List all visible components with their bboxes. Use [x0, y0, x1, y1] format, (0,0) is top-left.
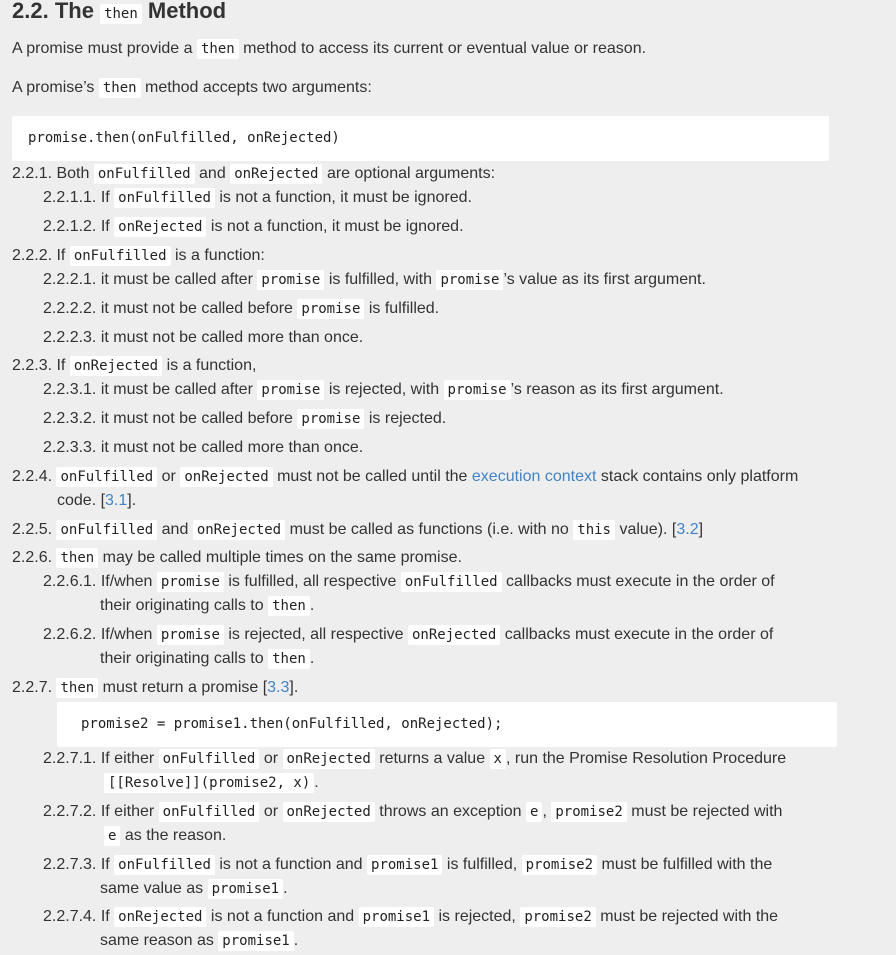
inline-code: then	[56, 678, 98, 698]
text: is fulfilled,	[446, 856, 518, 873]
text: stack contains only platform	[600, 468, 799, 485]
heading-number: 2.2.	[12, 0, 49, 23]
text: are optional arguments:	[326, 165, 496, 182]
list-item-2-2-3-3	[43, 436, 363, 460]
inline-code: then	[56, 548, 98, 568]
text: is fulfilled, all respective	[228, 573, 397, 590]
text: 2.2.7.4.	[43, 908, 97, 925]
text: If	[100, 189, 110, 206]
inline-code: onRejected	[114, 217, 206, 237]
code-block-promise2: promise2 = promise1.then(onFulfilled, onRejected);	[57, 702, 837, 747]
inline-code: promise	[257, 270, 324, 290]
inline-code: promise	[157, 625, 224, 645]
list-item-2-2-2-3	[43, 326, 363, 350]
list-item-2-2-6-1-cont	[100, 594, 314, 618]
list-item-2-2-7-3-cont	[100, 877, 288, 901]
inline-code: e	[526, 802, 542, 822]
inline-code: promise1	[367, 855, 442, 875]
inline-code: onFulfilled	[114, 188, 215, 208]
inline-code: promise2	[520, 907, 595, 927]
text: 2.2.4.	[12, 468, 53, 485]
list-item-2-2-1	[12, 162, 495, 186]
text: their originating calls to	[100, 597, 264, 614]
list-item-2-2-2	[12, 244, 265, 268]
text: is rejected, with	[328, 381, 440, 398]
inline-code: onFulfilled	[159, 749, 260, 769]
inline-code: then	[268, 596, 310, 616]
ref-3-2-link[interactable]: 3.2	[676, 521, 699, 538]
paragraph-1	[12, 37, 646, 61]
inline-code: x	[490, 749, 506, 769]
text: it must not be called more than once.	[100, 329, 364, 346]
inline-code: onRejected	[180, 467, 272, 487]
inline-code: onFulfilled	[56, 467, 157, 487]
list-item-2-2-6	[12, 546, 462, 570]
text: If/when	[100, 573, 153, 590]
text: 2.2.1.	[12, 165, 53, 182]
text: must be rejected with	[631, 803, 783, 820]
inline-code: promise	[444, 380, 511, 400]
list-item-2-2-7-2	[43, 800, 782, 824]
text: A promise must provide a	[12, 40, 193, 57]
inline-code: promise2	[522, 855, 597, 875]
text: , run the Promise Resolution Procedure	[505, 750, 787, 767]
section-heading	[12, 0, 226, 29]
inline-code: promise1	[359, 907, 434, 927]
list-item-2-2-4-cont	[57, 489, 136, 513]
text: .	[283, 880, 288, 897]
inline-code: onFulfilled	[114, 855, 215, 875]
inline-code: onFulfilled	[159, 802, 260, 822]
text: ’s reason as its first argument.	[510, 381, 724, 398]
text: 2.2.2.1.	[43, 271, 97, 288]
text: is rejected, all respective	[228, 626, 404, 643]
inline-code: promise	[157, 572, 224, 592]
text: is fulfilled, with	[328, 271, 432, 288]
list-item-2-2-3-2	[43, 407, 446, 431]
text: must return a promise [	[102, 679, 268, 696]
list-item-2-2-7	[12, 676, 298, 700]
list-item-2-2-7-2-cont	[104, 824, 226, 848]
text: it must not be called before	[100, 300, 293, 317]
inline-code: onRejected	[283, 802, 375, 822]
text: A promise’s	[12, 79, 95, 96]
list-item-2-2-2-1	[43, 268, 706, 292]
text: is not a function, it must be ignored.	[219, 189, 472, 206]
inline-code: [[Resolve]](promise2, x)	[104, 773, 314, 793]
inline-code: onRejected	[283, 749, 375, 769]
text: it must be called after	[100, 381, 253, 398]
text: ]	[698, 521, 704, 538]
inline-code: promise	[297, 299, 364, 319]
text: 2.2.5.	[12, 521, 53, 538]
list-item-2-2-7-4-cont	[100, 929, 298, 953]
text: 2.2.7.2.	[43, 803, 97, 820]
list-item-2-2-7-1	[43, 747, 786, 771]
text: .	[309, 650, 315, 667]
text: 2.2.7.3.	[43, 856, 97, 873]
text: must be fulfilled with the	[601, 856, 773, 873]
text: ].	[289, 679, 299, 696]
inline-code: then	[197, 39, 239, 59]
text: .	[314, 774, 319, 791]
text: ].	[127, 492, 137, 509]
inline-code: onRejected	[230, 164, 322, 184]
text: 2.2.6.	[12, 549, 53, 566]
text: same value as	[100, 880, 204, 897]
text: Both	[56, 165, 90, 182]
text: callbacks must execute in the order of	[504, 626, 774, 643]
inline-code: promise1	[218, 931, 293, 951]
list-item-2-2-3-1	[43, 378, 724, 402]
text: is fulfilled.	[368, 300, 440, 317]
inline-code: this	[573, 520, 615, 540]
text: ,	[542, 803, 547, 820]
text: returns a value	[379, 750, 486, 767]
text: callbacks must execute in the order of	[506, 573, 775, 590]
inline-code: onRejected	[114, 907, 206, 927]
heading-code: then	[100, 4, 142, 24]
inline-code: then	[99, 78, 141, 98]
list-item-2-2-6-2	[43, 623, 773, 647]
text: must be rejected with the	[600, 908, 779, 925]
text: or	[263, 750, 279, 767]
text: value). [	[619, 521, 677, 538]
text: it must not be called more than once.	[100, 439, 364, 456]
text: If	[100, 218, 110, 235]
inline-code: promise	[297, 409, 364, 429]
text: is not a function, it must be ignored.	[210, 218, 464, 235]
inline-code: e	[104, 826, 120, 846]
text: .	[293, 932, 299, 949]
text: 2.2.6.1.	[43, 573, 97, 590]
list-item-2-2-3	[12, 354, 256, 378]
text: is a function:	[175, 247, 265, 264]
list-item-2-2-4	[12, 465, 798, 489]
text: 2.2.6.2.	[43, 626, 97, 643]
text: is a function,	[166, 357, 257, 374]
text: If	[100, 856, 110, 873]
inline-code: onRejected	[408, 625, 500, 645]
code-block-then-signature: promise.then(onFulfilled, onRejected)	[12, 116, 829, 161]
execution-context-link[interactable]: execution context	[471, 468, 597, 485]
text: If/when	[100, 626, 153, 643]
text: 2.2.2.3.	[43, 329, 97, 346]
text: or	[161, 468, 176, 485]
text: 2.2.2.2.	[43, 300, 97, 317]
inline-code: promise1	[208, 879, 283, 899]
heading-text-end: Method	[147, 0, 227, 23]
text: code. [	[57, 492, 106, 509]
text: must not be called until the	[277, 468, 468, 485]
list-item-2-2-7-3	[43, 853, 772, 877]
text: is not a function and	[210, 908, 355, 925]
text: method to access its current or eventual value or reason.	[243, 40, 647, 57]
list-item-2-2-5	[12, 518, 703, 542]
text: it must be called after	[100, 271, 253, 288]
list-item-2-2-7-1-cont	[104, 771, 319, 795]
text: same reason as	[100, 932, 214, 949]
text: If	[56, 357, 66, 374]
list-item-2-2-1-1	[43, 186, 472, 210]
list-item-2-2-6-1	[43, 570, 775, 594]
inline-code: onFulfilled	[70, 246, 171, 266]
text: is rejected,	[438, 908, 516, 925]
text: 2.2.3.	[12, 357, 53, 374]
inline-code: onFulfilled	[56, 520, 157, 540]
text: and	[161, 521, 189, 538]
text: may be called multiple times on the same promise.	[102, 549, 462, 566]
text: as the reason.	[124, 827, 227, 844]
text: ’s value as its first argument.	[503, 271, 706, 288]
inline-code: onFulfilled	[401, 572, 502, 592]
text: throws an exception	[379, 803, 522, 820]
text: 2.2.1.1.	[43, 189, 97, 206]
text: 2.2.1.2.	[43, 218, 97, 235]
text: is rejected.	[368, 410, 447, 427]
inline-code: onRejected	[193, 520, 285, 540]
text: 2.2.3.3.	[43, 439, 97, 456]
text: is not a function and	[219, 856, 363, 873]
text: or	[263, 803, 279, 820]
text: 2.2.7.	[12, 679, 53, 696]
text: 2.2.2.	[12, 247, 53, 264]
text: If either	[100, 803, 155, 820]
inline-code: then	[268, 649, 310, 669]
inline-code: onRejected	[70, 356, 162, 376]
text: If	[56, 247, 66, 264]
list-item-2-2-6-2-cont	[100, 647, 314, 671]
text: must be called as functions (i.e. with no	[289, 521, 569, 538]
text: it must not be called before	[100, 410, 293, 427]
text: their originating calls to	[100, 650, 264, 667]
text: 2.2.3.1.	[43, 381, 97, 398]
ref-3-3-link[interactable]: 3.3	[267, 679, 290, 696]
heading-text: The	[54, 0, 94, 23]
text: 2.2.3.2.	[43, 410, 97, 427]
inline-code: onFulfilled	[94, 164, 195, 184]
inline-code: promise	[257, 380, 324, 400]
list-item-2-2-7-4	[43, 905, 778, 929]
text: method accepts two arguments:	[145, 79, 372, 96]
list-item-2-2-1-2	[43, 215, 464, 239]
text: .	[309, 597, 315, 614]
text: 2.2.7.1.	[43, 750, 97, 767]
inline-code: promise	[436, 270, 503, 290]
text: If	[100, 908, 110, 925]
text: and	[199, 165, 226, 182]
text: If either	[100, 750, 155, 767]
ref-3-1-link[interactable]: 3.1	[105, 492, 128, 509]
inline-code: promise2	[551, 802, 626, 822]
paragraph-2	[12, 76, 372, 100]
list-item-2-2-2-2	[43, 297, 439, 321]
